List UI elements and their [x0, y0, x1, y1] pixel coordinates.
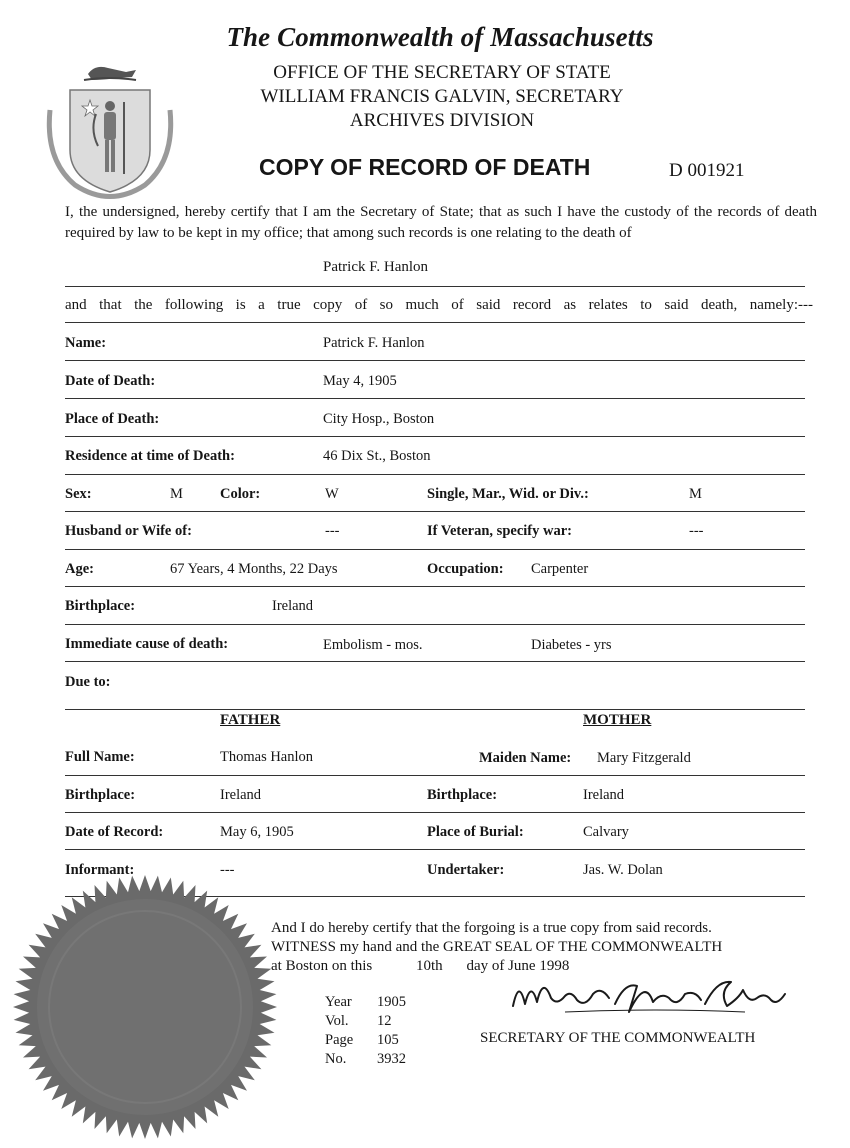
marital-status-label: Single, Mar., Wid. or Div.: [427, 486, 589, 502]
spouse-label: Husband or Wife of: [65, 523, 192, 539]
document-title: COPY OF RECORD OF DEATH [259, 154, 591, 180]
mother-heading: MOTHER [583, 712, 652, 728]
decedent-name: Patrick F. Hanlon [323, 259, 429, 275]
volume-label: Vol. [325, 1013, 349, 1029]
cause-of-death-label: Immediate cause of death: [65, 636, 229, 652]
record-number: D 001921 [669, 160, 745, 181]
marital-status-value: M [689, 486, 702, 502]
residence-value: 46 Dix St., Boston [323, 448, 431, 464]
place-of-death-value: City Hosp., Boston [323, 411, 435, 427]
father-name-label: Full Name: [65, 749, 135, 765]
birthplace-value: Ireland [272, 598, 314, 614]
age-label: Age: [65, 561, 94, 577]
divider [65, 624, 805, 625]
number-label: No. [325, 1051, 347, 1067]
divider [65, 661, 805, 662]
mother-birthplace-label: Birthplace: [427, 787, 498, 803]
divider [65, 775, 805, 776]
sex-value: M [170, 486, 183, 502]
divider [65, 586, 805, 587]
divider [65, 436, 805, 437]
mother-birthplace-value: Ireland [583, 787, 625, 803]
certification-intro: I, the undersigned, hereby certify that I am the Secretary of State; that as such I have the custody of the records of death required by law to be kept in my office; that among such records is one relating to the death of [65, 204, 817, 241]
attestation-day: 10th [416, 958, 443, 974]
attestation-line: And I do hereby certify that the forgoing is a true copy from said records. [271, 920, 712, 936]
name-label: Name: [65, 335, 107, 351]
year-value: 1905 [377, 994, 406, 1010]
true-copy-statement: and that the following is a true copy of so much of said record as relates to said death, namely:--- [65, 297, 813, 313]
divider [65, 474, 805, 475]
birthplace-label: Birthplace: [65, 598, 136, 614]
veteran-value: --- [689, 523, 704, 539]
undertaker-value: Jas. W. Dolan [583, 862, 663, 878]
contributing-cause-value: Diabetes - yrs [531, 637, 612, 653]
page-label: Page [325, 1032, 354, 1048]
volume-value: 12 [377, 1013, 392, 1029]
cause-of-death-value: Embolism - mos. [323, 637, 423, 653]
age-value: 67 Years, 4 Months, 22 Days [170, 561, 338, 577]
number-value: 3932 [377, 1051, 406, 1067]
undertaker-label: Undertaker: [427, 862, 505, 878]
signer-title: SECRETARY OF THE COMMONWEALTH [480, 1030, 756, 1046]
divider [65, 360, 805, 361]
due-to-label: Due to: [65, 674, 111, 690]
sex-label: Sex: [65, 486, 92, 502]
gray-starburst-seal-icon [10, 872, 280, 1142]
attestation-line: WITNESS my hand and the GREAT SEAL OF THE COMMONWEALTH [271, 939, 723, 955]
office-line: WILLIAM FRANCIS GALVIN, SECRETARY [260, 86, 624, 107]
divider [65, 812, 805, 813]
place-of-death-label: Place of Death: [65, 411, 160, 427]
place-of-burial-label: Place of Burial: [427, 824, 524, 840]
date-of-death-value: May 4, 1905 [323, 373, 397, 389]
office-line: OFFICE OF THE SECRETARY OF STATE [273, 62, 611, 83]
date-of-record-value: May 6, 1905 [220, 824, 294, 840]
spouse-value: --- [325, 523, 340, 539]
office-heading [0, 61, 850, 133]
year-label: Year [325, 994, 352, 1010]
color-label: Color: [220, 486, 261, 502]
divider [65, 322, 805, 323]
color-value: W [325, 486, 339, 502]
registry-values [377, 993, 406, 1069]
divider [65, 511, 805, 512]
father-birthplace-label: Birthplace: [65, 787, 136, 803]
mother-name-value: Mary Fitzgerald [597, 750, 691, 766]
divider [65, 398, 805, 399]
place-of-burial-value: Calvary [583, 824, 629, 840]
father-heading: FATHER [220, 712, 281, 728]
divider [65, 709, 805, 710]
attestation-prefix: at Boston on this [271, 958, 373, 974]
informant-value: --- [220, 862, 235, 878]
veteran-label: If Veteran, specify war: [427, 523, 572, 539]
divider [65, 549, 805, 550]
occupation-value: Carpenter [531, 561, 589, 577]
name-value: Patrick F. Hanlon [323, 335, 425, 351]
informant-label: Informant: [65, 862, 135, 878]
father-birthplace-value: Ireland [220, 787, 262, 803]
page-value: 105 [377, 1032, 399, 1048]
divider [65, 849, 805, 850]
occupation-label: Occupation: [427, 561, 504, 577]
attestation-suffix: day of June 1998 [466, 958, 570, 974]
maiden-name-label: Maiden Name: [479, 750, 572, 766]
date-of-death-label: Date of Death: [65, 373, 156, 389]
page-title: The Commonwealth of Massachusetts [226, 22, 654, 52]
father-name-value: Thomas Hanlon [220, 749, 314, 765]
residence-label: Residence at time of Death: [65, 448, 235, 464]
office-line: ARCHIVES DIVISION [349, 110, 535, 131]
divider [65, 286, 805, 287]
signature-icon [505, 968, 790, 1024]
registry-labels [325, 993, 353, 1069]
date-of-record-label: Date of Record: [65, 824, 164, 840]
